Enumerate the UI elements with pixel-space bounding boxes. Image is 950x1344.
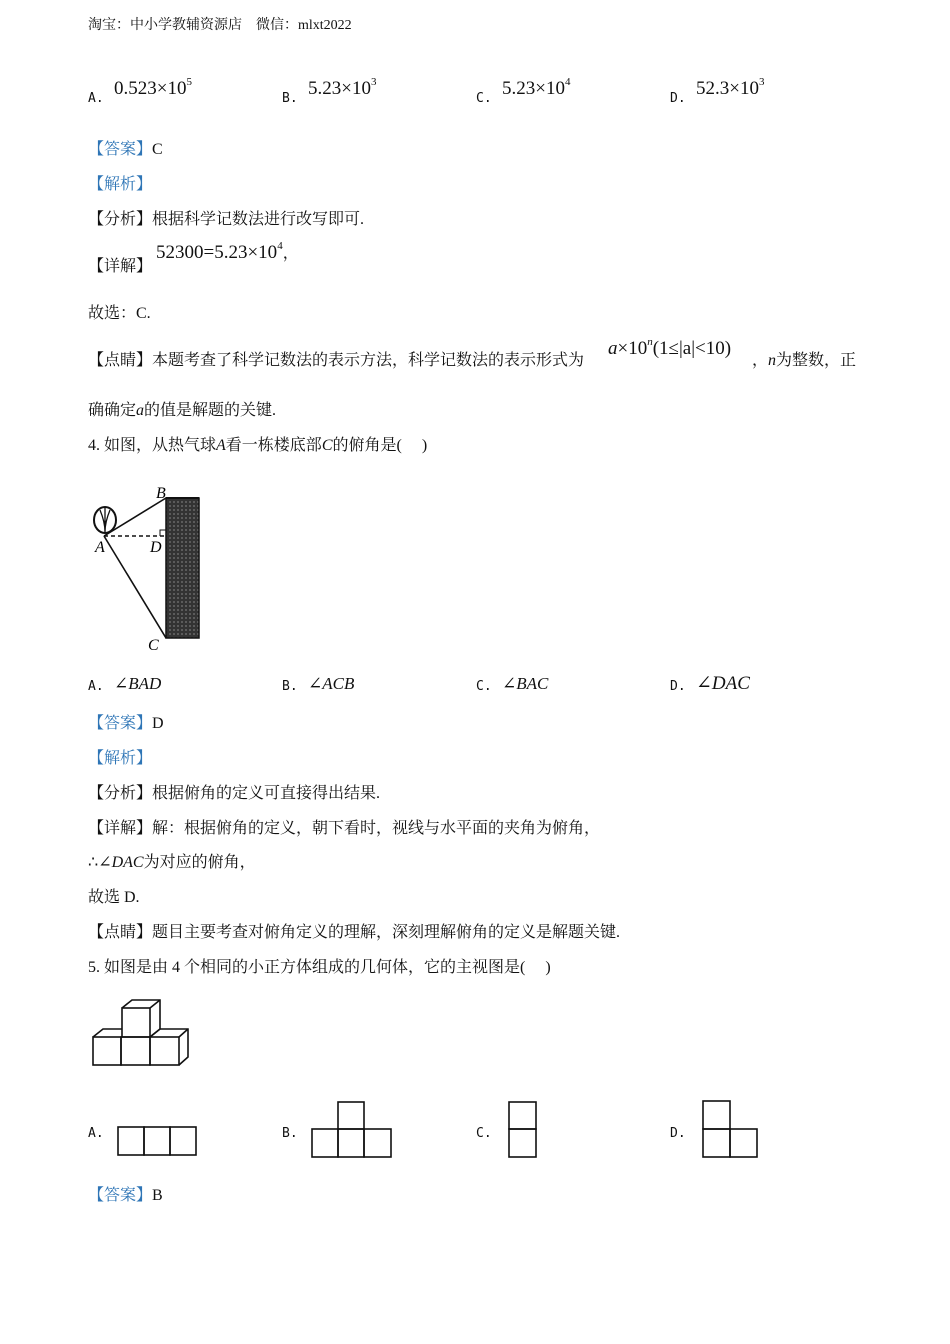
q3-dianjing-tail: ，n为整数，正 [752, 352, 857, 369]
q3-option-c-label: C. [476, 91, 492, 106]
q4-option-c-label: C. [476, 679, 492, 694]
q4-dianjing: 【点睛】题目主要考查对俯角定义的理解，深刻理解俯角的定义是解题关键. [88, 924, 621, 941]
q4-analysis-tag: 【解析】 [88, 750, 153, 767]
q3-option-c-value: $5.23\times 10^4$ [502, 76, 571, 99]
q5-option-c-figure [507, 1101, 539, 1164]
label-B: B [156, 485, 166, 502]
q4-option-d-value: ∠DAC [696, 673, 750, 694]
q3-analysis-tag: 【解析】 [88, 176, 153, 193]
watermark: 淘宝：中小学教辅资源店 微信：mlxt2022 [88, 18, 352, 33]
q3-option-b-label: B. [282, 91, 298, 106]
q5-option-c-label: C. [476, 1126, 492, 1141]
q4-fenxi: 【分析】根据俯角的定义可直接得出结果. [88, 785, 381, 802]
q3-option-d-label: D. [670, 91, 686, 106]
q3-dianjing-line2: 确确定a的值是解题的关键. [88, 402, 277, 419]
q4-answer: 【答案】D [88, 715, 164, 732]
q4-conclusion: 故选 D. [88, 889, 140, 906]
q4-option-b-value: ∠ACB [308, 674, 355, 693]
q5-option-d-label: D. [670, 1126, 686, 1141]
q4-option-a-value: ∠BAD [114, 674, 162, 693]
q4-stem: 4. 如图，从热气球A看一栋楼底部C的俯角是( ) [88, 437, 428, 454]
label-C: C [148, 637, 159, 654]
q5-option-a-figure [117, 1126, 199, 1163]
q5-answer: 【答案】B [88, 1187, 163, 1204]
q5-option-a-label: A. [88, 1126, 104, 1141]
q5-option-b-figure [310, 1101, 394, 1164]
q3-option-a-label: A. [88, 91, 104, 106]
q4-option-b-label: B. [282, 679, 298, 694]
q5-option-d-figure [701, 1100, 761, 1164]
q3-detail-tag: 【详解】 [88, 258, 153, 275]
q4-detail: 【详解】解：根据俯角的定义，朝下看时，视线与水平面的夹角为俯角， [88, 820, 601, 837]
q4-therefore: ∴∠DAC为对应的俯角， [88, 854, 256, 871]
q4-option-d-label: D. [670, 679, 686, 694]
q3-answer: 【答案】C [88, 141, 163, 158]
q3-option-d-value: $52.3\times 10^3$ [696, 76, 765, 99]
q4-option-c-value: ∠BAC [502, 674, 549, 693]
q5-figure [88, 995, 200, 1071]
q3-dianjing-formula: $a\times 10^n(1\le|a|<10)$ [608, 336, 732, 359]
q3-option-b-value: $5.23\times 10^3$ [308, 76, 377, 99]
q5-option-b-label: B. [282, 1126, 298, 1141]
q3-conclusion: 故选：C. [88, 305, 151, 322]
q3-dianjing: 【点睛】本题考查了科学记数法的表示方法，科学记数法的表示形式为 [88, 352, 585, 369]
q3-fenxi: 【分析】根据科学记数法进行改写即可. [88, 211, 365, 228]
q3-detail-math: $52300=5.23\times 10^4$， [156, 240, 299, 263]
label-D: D [150, 539, 162, 556]
q5-stem: 5. 如图是由 4 个相同的小正方体组成的几何体，它的主视图是( ) [88, 959, 551, 976]
q4-option-a-label: A. [88, 679, 104, 694]
building [166, 498, 199, 638]
q3-option-a-value: $0.523\times 10^5$ [114, 76, 192, 99]
label-A: A [95, 539, 105, 556]
q4-figure [88, 480, 218, 655]
